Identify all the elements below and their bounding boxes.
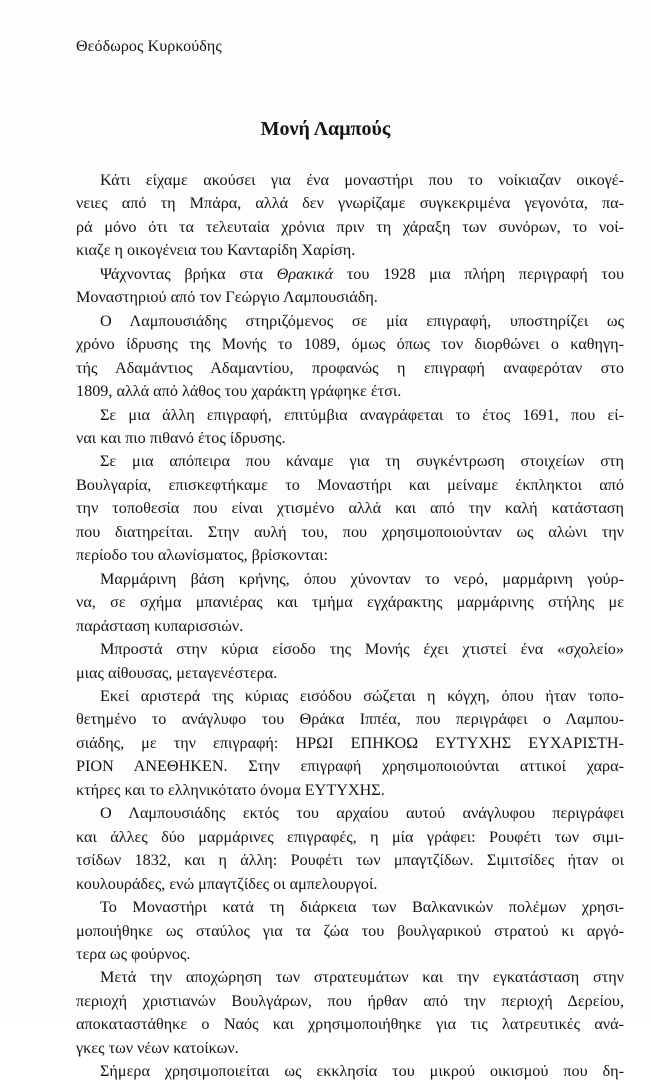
text-run: Ψάχνοντας βρήκα στα <box>100 264 277 283</box>
running-head: Θεόδωρος Κυρκούδης <box>76 38 222 55</box>
text-line: τσίδων 1832, και η άλλη: Ρουφέτι των μπαγτζίδων. Σιμιτσίδες ήταν οι <box>76 851 624 870</box>
text-line: ΡΙΟΝ ΑΝΕΘΗΚΕΝ. Στην επιγραφή χρησιμοποιούνται αττικοί χαρα- <box>76 757 624 776</box>
text-line: τής Αδαμάντιος Αδαμαντίου, προφανώς η επιγραφή αναφερόταν στο <box>76 358 624 377</box>
paragraph-7 <box>76 638 624 685</box>
text-line: να, σε σχήμα μπανιέρας και τμήμα εγχάρακτης μαρμάρινης στήλης με <box>76 593 624 612</box>
paragraph-4 <box>76 404 624 451</box>
chapter-title: Μονή Λαμπούς <box>260 118 391 140</box>
text-line: ρά μόνο ότι τα τελευταία χρόνια πριν τη χάραξη των συνόρων, το νοί- <box>76 217 624 236</box>
text-line: που διατηρείται. Στην αυλή του, που χρησιμοποιούνταν ως αλώνι την <box>76 522 624 541</box>
text-line: Εκεί αριστερά της κύριας εισόδου σώζεται η κόγχη, όπου ήταν τοπο- <box>100 686 624 705</box>
text-line: 1809, αλλά από λάθος του χαράκτη γράφηκε έτσι. <box>76 382 402 401</box>
text-line: Το Μοναστήρι κατά τη διάρκεια των Βαλκανικών πολέμων χρησι- <box>100 898 624 917</box>
text-line: σιάδης, με την επιγραφή: ΗΡΩΙ ΕΠΗΚΟΩ ΕΥΤΥΧΗΣ ΕΥΧΑΡΙΣΤΗ- <box>76 733 624 752</box>
journal-title-italic: Θρακικά <box>276 264 334 283</box>
text-line: Ο Λαμπουσιάδης στηριζόμενος σε μία επιγραφή, υποστηρίζει ως <box>100 311 624 330</box>
text-line: Ο Λαμπουσιάδης εκτός του αρχαίου αυτού ανάγλυφου περιγράφει <box>100 804 624 823</box>
text-line: Κάτι είχαμε ακούσει για ένα μοναστήρι που το νοίκιαζαν οικογέ- <box>100 171 624 189</box>
paragraph-1 <box>76 169 624 263</box>
paragraph-2 <box>76 263 624 310</box>
text-line: την τοποθεσία που είναι χτισμένο αλλά και από την καλή κατάσταση <box>76 499 624 518</box>
text-line: Βουλγαρία, επισκεφτήκαμε το Μοναστήρι και μείναμε έκπληκτοι από <box>76 475 624 494</box>
text-line: γκες των νέων κατοίκων. <box>76 1038 239 1057</box>
paragraph-10 <box>76 896 624 966</box>
text-line: παράσταση κυπαρισσιών. <box>76 616 244 635</box>
text-line: και άλλες δύο μαρμάρινες επιγραφές, η μία γράφει: Ρουφέτι των σιμι- <box>76 827 624 846</box>
text-line: περιοχή χριστιανών Βουλγάρων, που ήρθαν από την περιοχή Δερείου, <box>76 991 624 1010</box>
text-line: Σήμερα χρησιμοποιείται ως εκκλησία του μικρού οικισμού που δη- <box>100 1062 624 1081</box>
text-line: Σε μια απόπειρα που κάναμε για τη συγκέντρωση στοιχείων στη <box>100 452 624 471</box>
text-line: Μαρμάρινη βάση κρήνης, όπου χύνονταν το νερό, μαρμάρινη γούρ- <box>100 569 624 588</box>
paragraph-3 <box>76 310 624 404</box>
text-run: του 1928 μια πλήρη περιγραφή του <box>333 264 624 283</box>
text-line: θετημένο το ανάγλυφο του Θράκα Ιππέα, που περιγράφει ο Λαμπου- <box>76 710 624 729</box>
text-line: Μπροστά στην κύρια είσοδο της Μονής έχει χτιστεί ένα «σχολείο» <box>100 640 624 659</box>
text-line: Μοναστηριού από τον Γεώργιο Λαμπουσιάδη. <box>76 288 378 307</box>
text-line: Σε μια άλλη επιγραφή, επιτύμβια αναγράφεται το έτος 1691, που εί- <box>100 405 624 424</box>
paragraph-9 <box>76 802 624 896</box>
text-line: κιαζε η οικογένεια του Κανταρίδη Χαρίση. <box>76 241 356 260</box>
paragraph-8 <box>76 685 624 802</box>
body-text <box>76 169 624 1084</box>
paragraph-5 <box>76 450 624 567</box>
text-line: μοποιήθηκε ως σταύλος για τα ζώα του βουλγαρικού στρατού κι αργό- <box>76 921 624 940</box>
text-line: ναι και πιο πιθανό έτος ίδρυσης. <box>76 428 286 447</box>
text-line: αποκαταστάθηκε ο Ναός και χρησιμοποιήθηκε για τις λατρευτικές ανά- <box>76 1015 624 1034</box>
paragraph-12 <box>76 1060 624 1083</box>
text-line: περίοδο του αλωνίσματος, βρίσκονται: <box>76 546 329 565</box>
paragraph-11 <box>76 966 624 1060</box>
text-line: Μετά την αποχώρηση των στρατευμάτων και την εγκατάσταση στην <box>100 968 624 987</box>
text-line: κτήρες και το ελληνικότατο όνομα ΕΥΤΥΧΗΣ. <box>76 780 385 799</box>
paragraph-6 <box>76 568 624 638</box>
text-line <box>76 263 624 286</box>
text-line: νειες από τη Μπάρα, αλλά δεν γνωρίζαμε συγκεκριμένα γεγονότα, πα- <box>76 194 624 213</box>
text-line: μιας αίθουσας, μεταγενέστερα. <box>76 663 278 682</box>
text-line: τερα ως φούρνος. <box>76 944 191 963</box>
text-line: χρόνο ίδρυσης της Μονής το 1089, όμως όπως τον διορθώνει ο καθηγη- <box>76 335 624 354</box>
text-line: κουλουράδες, ενώ μπαγτζίδες οι αμπελουργοί. <box>76 874 378 893</box>
